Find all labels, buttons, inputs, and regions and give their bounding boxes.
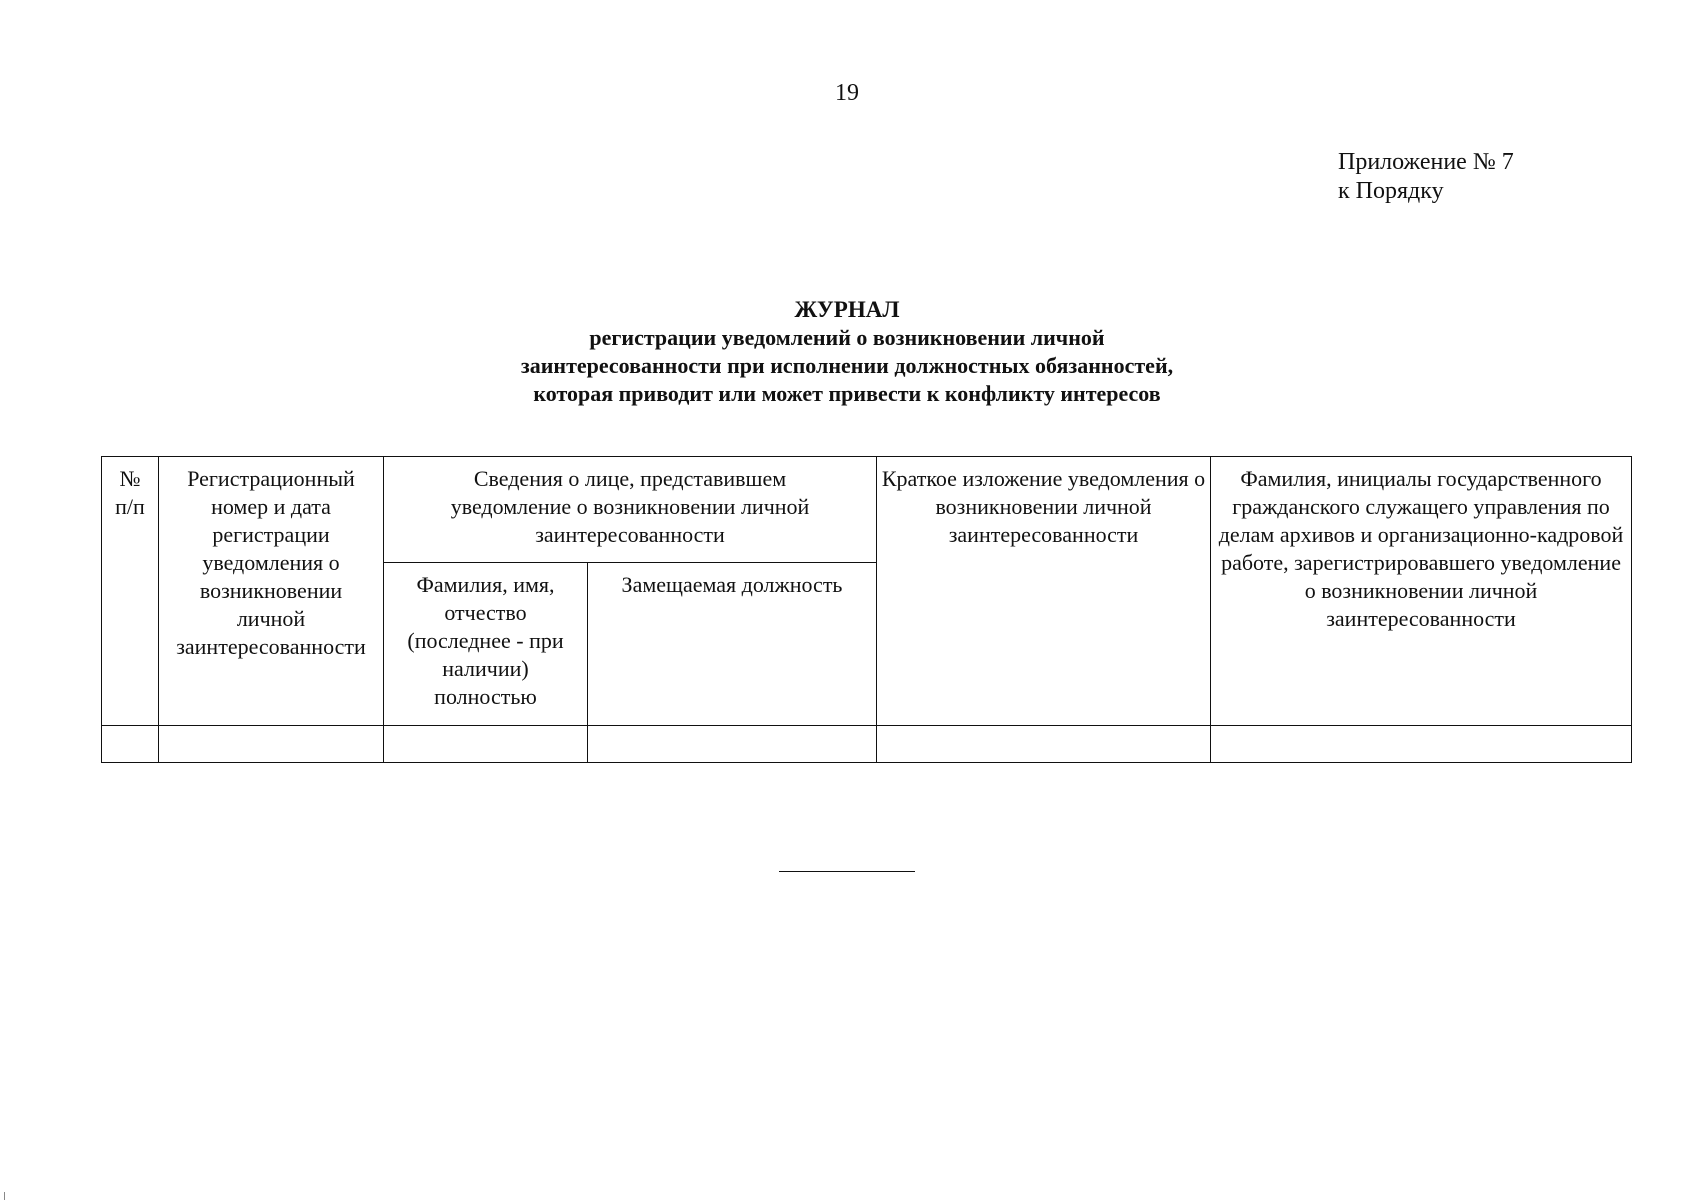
title-line: которая приводит или может привести к конфликту интересов [533, 381, 1161, 406]
journal-table [101, 456, 1632, 763]
table-cell [102, 726, 159, 763]
table-cell [384, 726, 588, 763]
table-row [102, 726, 1632, 763]
header-person-name: Фамилия, имя, отчество (последнее - при наличии) полностью [384, 563, 588, 726]
footer-divider [779, 871, 915, 872]
header-registrar: Фамилия, инициалы государственного гражданского служащего управления по делам архивов и организационно-кадровой работе, зарегистрировавшего уведомление о возникновении личной заинтересованности [1211, 457, 1632, 726]
title-line: заинтересованности при исполнении должностных обязанностей, [520, 353, 1174, 378]
appendix-line: к Порядку [1338, 178, 1444, 204]
table-cell [1211, 726, 1632, 763]
appendix-line: Приложение № 7 [1338, 149, 1514, 175]
table-cell [159, 726, 384, 763]
title-main: ЖУРНАЛ [794, 297, 900, 322]
page-number: 19 [835, 80, 859, 106]
table-cell [877, 726, 1211, 763]
header-person-position: Замещаемая должность [588, 563, 877, 726]
table-cell [588, 726, 877, 763]
title-line: регистрации уведомлений о возникновении личной [589, 325, 1105, 350]
header-person-info: Сведения о лице, представившем уведомление о возникновении личной заинтересованности [384, 457, 877, 563]
scan-edge-mark [4, 1192, 5, 1200]
appendix-note [1338, 148, 1514, 206]
document-title [0, 296, 1694, 408]
header-registration: Регистрационный номер и дата регистрации уведомления о возникновении личной заинтересованности [159, 457, 384, 726]
header-num: № п/п [102, 457, 159, 726]
header-summary: Краткое изложение уведомления о возникновении личной заинтересованности [877, 457, 1211, 726]
